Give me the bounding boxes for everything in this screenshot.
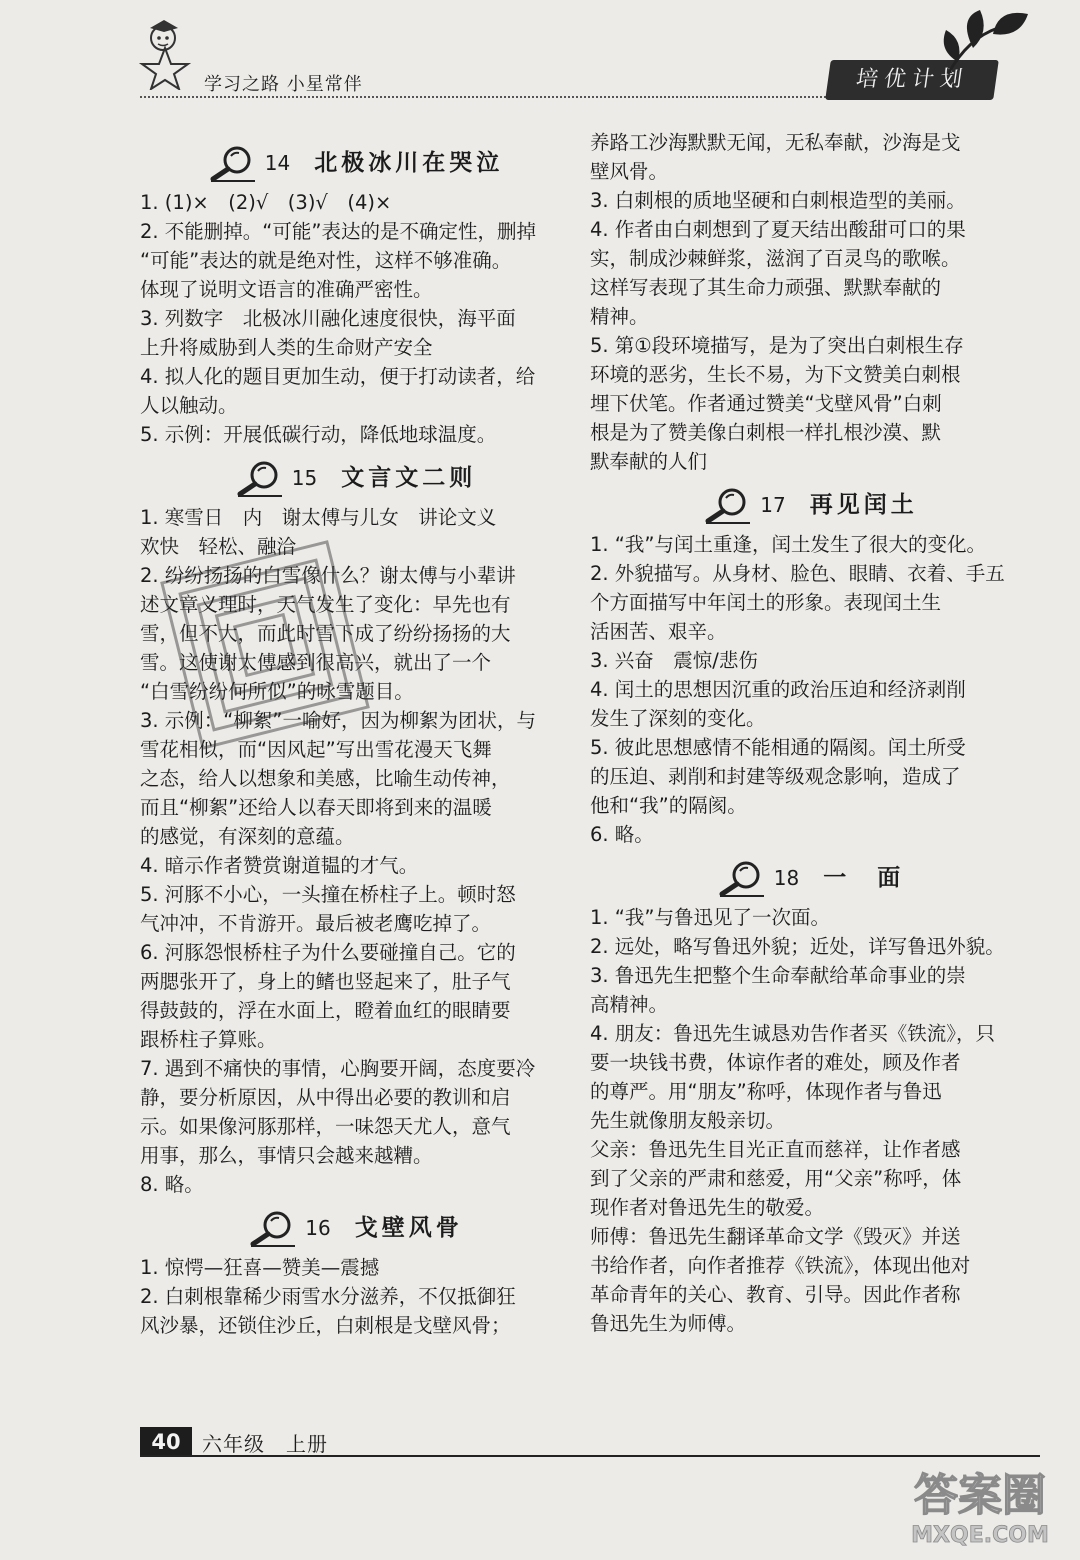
answer-line: 高精神。 — [590, 993, 669, 1016]
right-column — [590, 128, 1030, 1338]
answers-16 — [140, 1253, 570, 1340]
footer-divider — [140, 1455, 1040, 1457]
answer-line: 静，要分析原因，从中得出必要的教训和启 — [140, 1086, 511, 1109]
answer-line: 壁风骨。 — [590, 160, 669, 183]
answer-line: 而且“柳絮”还给人以春天即将到来的温暖 — [140, 796, 492, 819]
answer-line: 养路工沙海默默无闻，无私奉献，沙海是戈 — [590, 131, 961, 154]
answer-line: 述文章义理时，天气发生了变化：早先也有 — [140, 593, 511, 616]
section-number: 16 — [305, 1215, 331, 1240]
answer-line: 3. 兴奋 震惊/悲伤 — [590, 649, 758, 672]
answer-line: 示。如果像河豚那样，一味怨天尤人，意气 — [140, 1115, 511, 1138]
answers-18 — [590, 903, 1030, 1338]
grade-label: 六年级 上册 — [202, 1431, 328, 1456]
section-title-text: 一 面 — [823, 864, 905, 891]
header-divider — [140, 96, 830, 98]
answer-line: 的感觉，有深刻的意蕴。 — [140, 825, 355, 848]
section-title-text: 文言文二则 — [341, 464, 477, 491]
page-number: 40 — [140, 1427, 192, 1457]
section-title-17 — [590, 486, 1030, 524]
section-number: 18 — [773, 865, 800, 890]
answer-line: 精神。 — [590, 305, 649, 328]
answer-line: 气冲冲，不肯游开。最后被老鹰吃掉了。 — [140, 912, 492, 935]
answer-line: 环境的恶劣，生长不易，为下文赞美白刺根 — [590, 363, 961, 386]
answer-line: 鲁迅先生为师傅。 — [590, 1312, 747, 1335]
answer-line: 师傅：鲁迅先生翻译革命文学《毁灭》并送 — [590, 1225, 961, 1248]
answer-line: 4. 暗示作者赞赏谢道韫的才气。 — [140, 854, 419, 877]
answer-site-watermark-logo — [890, 1460, 1070, 1550]
answer-line: 6. 略。 — [590, 823, 654, 846]
answer-line: 雪。这使谢太傅感到很高兴，就出了一个 — [140, 651, 492, 674]
answer-line: 父亲：鲁迅先生目光正直而慈祥，让作者感 — [590, 1138, 961, 1161]
answer-line: 2. 纷纷扬扬的白雪像什么？谢太傅与小辈讲 — [140, 564, 516, 587]
answer-line: 4. 作者由白刺想到了夏天结出酸甜可口的果 — [590, 218, 966, 241]
answers-17 — [590, 530, 1030, 849]
section-title-text: 北极冰川在哭泣 — [314, 149, 504, 176]
section-number: 17 — [760, 492, 786, 517]
answer-line: 人以触动。 — [140, 394, 238, 417]
star-mascot-icon — [130, 18, 200, 90]
answer-line: 5. 示例：开展低碳行动，降低地球温度。 — [140, 423, 497, 446]
answer-line: 先生就像朋友般亲切。 — [590, 1109, 786, 1132]
answer-line: 5. 河豚不小心，一头撞在桥柱子上。顿时怒 — [140, 883, 516, 906]
answer-line: 之态，给人以想象和美感，比喻生动传神， — [140, 767, 511, 790]
answer-line: 5. 第①段环境描写，是为了突出白刺根生存 — [590, 334, 964, 357]
answers-14 — [140, 188, 570, 449]
answer-line: 6. 河豚怨恨桥柱子为什么要碰撞自己。它的 — [140, 941, 516, 964]
section-title-text: 戈壁风骨 — [354, 1214, 463, 1241]
answer-line: 4. 朋友：鲁迅先生诚恳劝告作者买《铁流》，只 — [590, 1022, 996, 1045]
page-footer — [140, 1426, 328, 1458]
answer-line: 1. 寒雪日 内 谢太傅与儿女 讲论文义 — [140, 506, 497, 529]
brand-banner: 培优计划 — [825, 60, 999, 100]
section-title-text: 再见闰土 — [809, 491, 918, 518]
section-number: 15 — [291, 465, 318, 490]
answers-16-continued — [590, 128, 1030, 476]
answer-line: 8. 略。 — [140, 1173, 204, 1196]
answer-line: 根是为了赞美像白刺根一样扎根沙漠、默 — [590, 421, 942, 444]
section-title-16 — [140, 1209, 570, 1247]
answer-line: 用事，那么，事情只会越来越糟。 — [140, 1144, 433, 1167]
watermark-url: MXQE.COM — [911, 1523, 1049, 1548]
magnifier-icon — [716, 859, 766, 897]
answer-line: 1. (1)× (2)√ (3)√ (4)× — [140, 191, 392, 214]
answer-line: 体现了说明文语言的准确严密性。 — [140, 278, 433, 301]
answer-line: 的尊严。用“朋友”称呼，体现作者与鲁迅 — [590, 1080, 942, 1103]
answer-line: 要一块钱书费，体谅作者的难处，顾及作者 — [590, 1051, 961, 1074]
answer-line: 7. 遇到不痛快的事情，心胸要开阔，态度要冷 — [140, 1057, 536, 1080]
answer-line: 2. 外貌描写。从身材、脸色、眼睛、衣着、手五 — [590, 562, 1005, 585]
magnifier-icon — [702, 486, 752, 524]
answer-line: 1. “我”与鲁迅见了一次面。 — [590, 906, 831, 929]
answer-line: 实，制成沙棘鲜浆，滋润了百灵鸟的歌喉。 — [590, 247, 961, 270]
answer-line: 2. 不能删掉。“可能”表达的是不确定性，删掉 — [140, 220, 537, 243]
answer-line: 雪，但不大，而此时雪下成了纷纷扬扬的大 — [140, 622, 511, 645]
answer-line: 个方面描写中年闰土的形象。表现闰土生 — [590, 591, 942, 614]
answer-line: 得鼓鼓的，浮在水面上，瞪着血红的眼睛要 — [140, 999, 511, 1022]
answer-line: 革命青年的关心、教育、引导。因此作者称 — [590, 1283, 961, 1306]
answer-line: 3. 鲁迅先生把整个生命奉献给革命事业的崇 — [590, 964, 966, 987]
answer-line: 这样写表现了其生命力顽强、默默奉献的 — [590, 276, 942, 299]
section-title-15 — [140, 459, 570, 497]
header-slogan: 学习之路 小星常伴 — [204, 74, 363, 95]
answer-line: 3. 列数字 北极冰川融化速度很快，海平面 — [140, 307, 516, 330]
answer-line: 风沙暴，还锁住沙丘，白刺根是戈壁风骨； — [140, 1314, 511, 1337]
magnifier-icon — [247, 1209, 297, 1247]
answer-line: 4. 拟人化的题目更加生动，便于打动读者，给 — [140, 365, 536, 388]
answer-line: 2. 白刺根靠稀少雨雪水分滋养，不仅抵御狂 — [140, 1285, 516, 1308]
answer-line: 上升将威胁到人类的生命财产安全 — [140, 336, 433, 359]
section-title-14 — [140, 144, 570, 182]
answer-line: 3. 示例：“柳絮”一喻好，因为柳絮为团状，与 — [140, 709, 537, 732]
answer-line: 他和“我”的隔阂。 — [590, 794, 747, 817]
section-title-18 — [590, 859, 1030, 897]
answer-line: 的压迫、剥削和封建等级观念影响，造成了 — [590, 765, 961, 788]
answer-line: 现作者对鲁迅先生的敬爱。 — [590, 1196, 825, 1219]
answer-line: 5. 彼此思想感情不能相通的隔阂。闰土所受 — [590, 736, 966, 759]
watermark-text: 答案圈 — [914, 1470, 1046, 1521]
stamp-seal-icon — [150, 540, 380, 750]
answer-line: 2. 远处，略写鲁迅外貌；近处，详写鲁迅外貌。 — [590, 935, 1005, 958]
answer-line: 欢快 轻松、融洽 — [140, 535, 297, 558]
answer-line: 默奉献的人们 — [590, 450, 708, 473]
answer-line: “可能”表达的就是绝对性，这样不够准确。 — [140, 249, 512, 272]
answer-line: 4. 闰土的思想因沉重的政治压迫和经济剥削 — [590, 678, 966, 701]
magnifier-icon — [207, 144, 257, 182]
answer-line: 跟桥柱子算账。 — [140, 1028, 277, 1051]
answer-line: 发生了深刻的变化。 — [590, 707, 766, 730]
answer-line: 雪花相似，而“因风起”写出雪花漫天飞舞 — [140, 738, 492, 761]
answer-line: 1. “我”与闰土重逢，闰土发生了很大的变化。 — [590, 533, 987, 556]
answer-line: 到了父亲的严肃和慈爱，用“父亲”称呼，体 — [590, 1167, 962, 1190]
leaf-decoration-icon — [928, 8, 1038, 78]
answer-line: 1. 惊愕—狂喜—赞美—震撼 — [140, 1256, 380, 1279]
answer-line: 埋下伏笔。作者通过赞美“戈壁风骨”白刺 — [590, 392, 942, 415]
answer-line: 两腮张开了，身上的鳍也竖起来了，肚子气 — [140, 970, 511, 993]
answer-line: 书给作者，向作者推荐《铁流》，体现出他对 — [590, 1254, 971, 1277]
answer-line: 活困苦、艰辛。 — [590, 620, 727, 643]
answer-line: 3. 白刺根的质地坚硬和白刺根造型的美丽。 — [590, 189, 966, 212]
answer-line: “白雪纷纷何所似”的咏雪题目。 — [140, 680, 414, 703]
magnifier-icon — [234, 459, 284, 497]
section-number: 14 — [264, 150, 291, 175]
